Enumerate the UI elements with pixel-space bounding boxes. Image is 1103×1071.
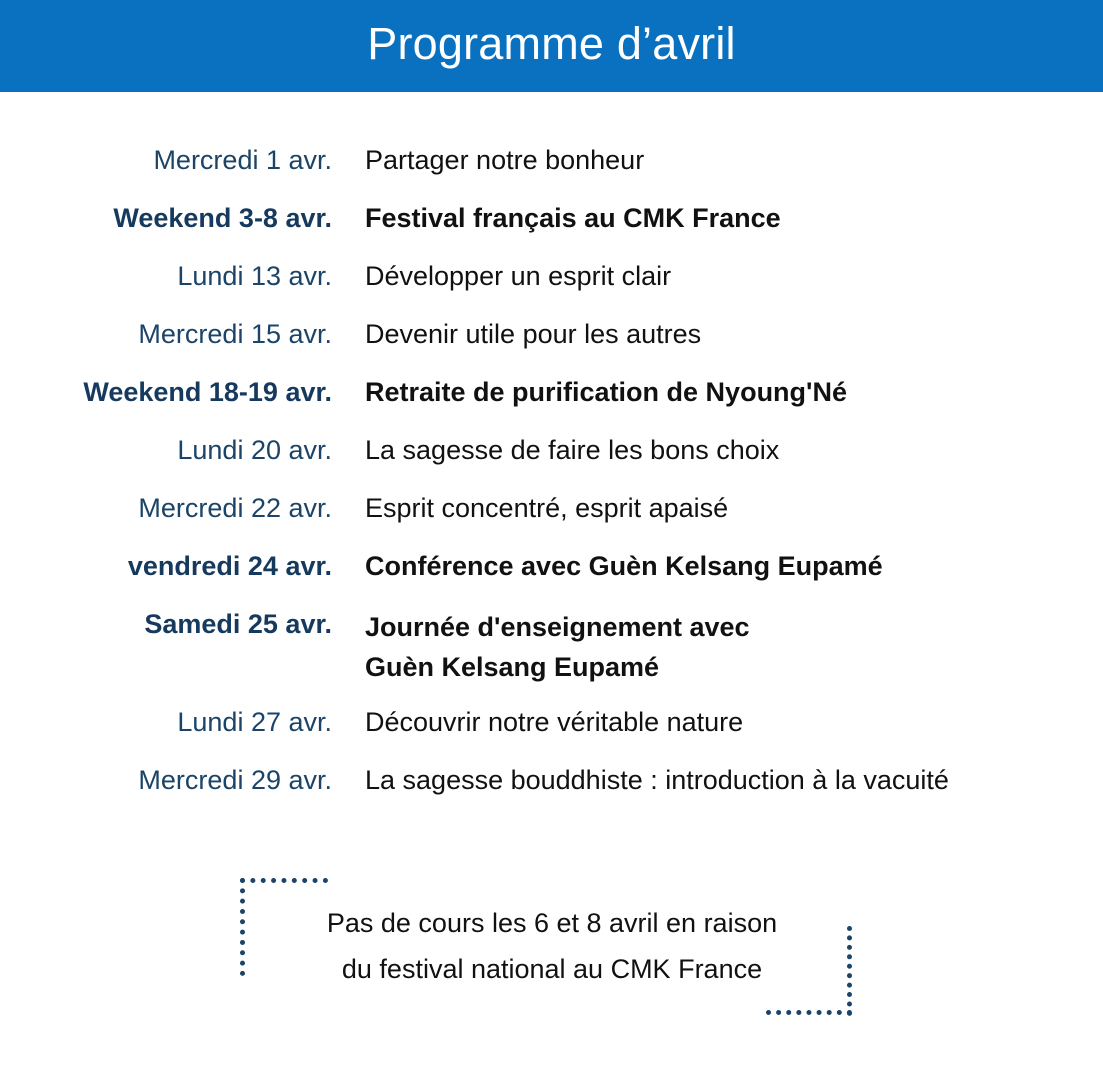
event-title: La sagesse de faire les bons choix bbox=[365, 435, 780, 465]
event-title: Devenir utile pour les autres bbox=[365, 319, 702, 349]
event-title: La sagesse bouddhiste : introduction à la vacuité bbox=[365, 765, 949, 795]
event-title: Découvrir notre véritable nature bbox=[365, 707, 744, 737]
event-date: Weekend 3-8 avr. bbox=[113, 203, 332, 233]
event-date: Mercredi 29 avr. bbox=[138, 765, 332, 795]
event-row-apr-20 bbox=[0, 433, 1103, 467]
event-row-apr-29 bbox=[0, 763, 1103, 797]
event-title-line-2: Guèn Kelsang Eupamé bbox=[365, 652, 660, 682]
event-title bbox=[365, 607, 1095, 687]
event-date: vendredi 24 avr. bbox=[127, 551, 332, 581]
event-title: Développer un esprit clair bbox=[365, 261, 672, 291]
event-title-line-1: Journée d'enseignement avec bbox=[365, 612, 750, 642]
dotted-bracket-top bbox=[240, 878, 328, 883]
event-date: Weekend 18-19 avr. bbox=[83, 377, 332, 407]
event-title: Festival français au CMK France bbox=[365, 203, 781, 233]
event-row-apr-15 bbox=[0, 317, 1103, 351]
event-date: Lundi 13 avr. bbox=[177, 261, 332, 291]
event-row-apr-18-19 bbox=[0, 375, 1103, 409]
event-row-apr-27 bbox=[0, 705, 1103, 739]
event-row-apr-24 bbox=[0, 549, 1103, 583]
dotted-bracket-bottom bbox=[766, 1010, 852, 1015]
dotted-bracket-right bbox=[847, 926, 852, 1016]
event-row-apr-1 bbox=[0, 143, 1103, 177]
event-list bbox=[0, 143, 1103, 821]
event-row-apr-13 bbox=[0, 259, 1103, 293]
notice-text bbox=[278, 900, 826, 992]
event-row-apr-22 bbox=[0, 491, 1103, 525]
page-title: Programme d’avril bbox=[367, 18, 736, 69]
event-row-apr-3-8 bbox=[0, 201, 1103, 235]
event-date: Lundi 20 avr. bbox=[177, 435, 332, 465]
event-title: Retraite de purification de Nyoung'Né bbox=[365, 377, 847, 407]
event-date: Samedi 25 avr. bbox=[144, 609, 332, 639]
event-row-apr-25 bbox=[0, 607, 1103, 687]
notice-box bbox=[238, 878, 858, 1018]
event-date: Mercredi 22 avr. bbox=[138, 493, 332, 523]
event-title: Esprit concentré, esprit apaisé bbox=[365, 493, 729, 523]
event-date: Mercredi 15 avr. bbox=[138, 319, 332, 349]
notice-line-1: Pas de cours les 6 et 8 avril en raison bbox=[326, 908, 778, 938]
page-header bbox=[0, 0, 1103, 92]
event-title: Partager notre bonheur bbox=[365, 145, 645, 175]
dotted-bracket-left bbox=[240, 878, 245, 976]
event-date: Lundi 27 avr. bbox=[177, 707, 332, 737]
event-title: Conférence avec Guèn Kelsang Eupamé bbox=[365, 551, 883, 581]
notice-line-2: du festival national au CMK France bbox=[341, 954, 763, 984]
event-date: Mercredi 1 avr. bbox=[153, 145, 332, 175]
